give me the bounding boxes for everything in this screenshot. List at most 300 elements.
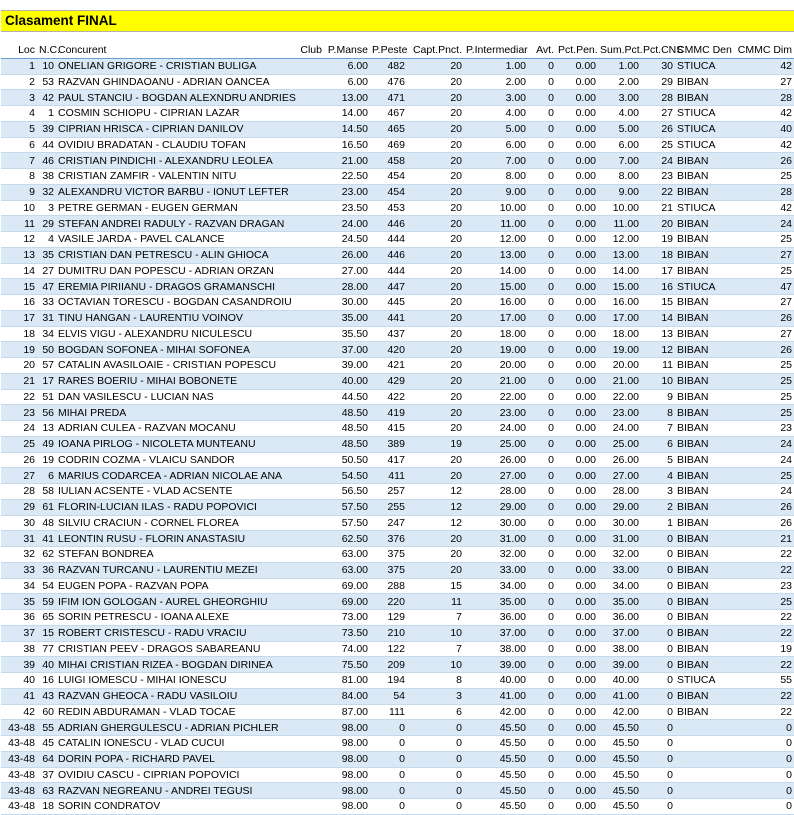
cell-sum-pct: 4.00: [598, 106, 641, 122]
cell-pct-cns: 7: [641, 421, 675, 437]
cell-pct-pen: 0.00: [556, 736, 598, 752]
cell-concurent: PETRE GERMAN - EUGEN GERMAN: [56, 200, 293, 216]
cell-pct-cns: 6: [641, 436, 675, 452]
table-row: [1, 373, 794, 389]
cell-p-manse: 50.50: [324, 452, 370, 468]
cell-concurent: IULIAN ACSENTE - VLAD ACSENTE: [56, 484, 293, 500]
cell-cmmc-dim: 23: [733, 578, 794, 594]
cell-capt-pnct: 20: [407, 342, 464, 358]
cell-pct-cns: 0: [641, 610, 675, 626]
cell-nc: 41: [37, 531, 56, 547]
cell-club: [293, 247, 324, 263]
cell-loc: 36: [1, 610, 37, 626]
cell-p-peste: 444: [370, 263, 407, 279]
cell-sum-pct: 41.00: [598, 688, 641, 704]
cell-avt: 0: [528, 279, 556, 295]
cell-p-intermediar: 13.00: [464, 247, 528, 263]
cell-concurent: ROBERT CRISTESCU - RADU VRACIU: [56, 625, 293, 641]
cell-club: [293, 295, 324, 311]
cell-cmmc-dim: 23: [733, 421, 794, 437]
cell-p-manse: 30.00: [324, 295, 370, 311]
page-title: Clasament FINAL: [5, 13, 117, 28]
cell-p-manse: 62.50: [324, 531, 370, 547]
cell-avt: 0: [528, 200, 556, 216]
cell-sum-pct: 27.00: [598, 468, 641, 484]
cell-pct-pen: 0.00: [556, 405, 598, 421]
cell-sum-pct: 34.00: [598, 578, 641, 594]
cell-concurent: RARES BOERIU - MIHAI BOBONETE: [56, 373, 293, 389]
cell-nc: 51: [37, 389, 56, 405]
cell-sum-pct: 32.00: [598, 547, 641, 563]
cell-capt-pnct: 20: [407, 153, 464, 169]
cell-avt: 0: [528, 90, 556, 106]
cell-p-peste: 247: [370, 515, 407, 531]
cell-loc: 7: [1, 153, 37, 169]
cell-p-peste: 465: [370, 121, 407, 137]
cell-p-intermediar: 11.00: [464, 216, 528, 232]
cell-club: [293, 625, 324, 641]
table-row: [1, 751, 794, 767]
cell-p-peste: 458: [370, 153, 407, 169]
cell-p-manse: 35.50: [324, 326, 370, 342]
cell-cmmc-dim: 26: [733, 342, 794, 358]
cell-nc: 10: [37, 58, 56, 74]
cell-loc: 21: [1, 373, 37, 389]
cell-concurent: MIHAI PREDA: [56, 405, 293, 421]
cell-pct-pen: 0.00: [556, 468, 598, 484]
cell-cmmc-den: BIBAN: [675, 421, 733, 437]
cell-cmmc-dim: 26: [733, 515, 794, 531]
cell-club: [293, 232, 324, 248]
cell-p-peste: 255: [370, 499, 407, 515]
cell-capt-pnct: 20: [407, 169, 464, 185]
cell-loc: 43-48: [1, 767, 37, 783]
cell-sum-pct: 30.00: [598, 515, 641, 531]
cell-concurent: SILVIU CRACIUN - CORNEL FLOREA: [56, 515, 293, 531]
cell-loc: 13: [1, 247, 37, 263]
cell-p-intermediar: 31.00: [464, 531, 528, 547]
cell-p-intermediar: 45.50: [464, 751, 528, 767]
table-row: [1, 247, 794, 263]
cell-p-manse: 23.50: [324, 200, 370, 216]
cell-p-peste: 453: [370, 200, 407, 216]
cell-avt: 0: [528, 106, 556, 122]
cell-p-intermediar: 26.00: [464, 452, 528, 468]
cell-p-peste: 482: [370, 58, 407, 74]
cell-p-peste: 429: [370, 373, 407, 389]
cell-cmmc-dim: 28: [733, 184, 794, 200]
cell-pct-cns: 0: [641, 783, 675, 799]
cell-pct-cns: 24: [641, 153, 675, 169]
cell-avt: 0: [528, 704, 556, 720]
cell-pct-pen: 0.00: [556, 421, 598, 437]
cell-club: [293, 751, 324, 767]
cell-avt: 0: [528, 310, 556, 326]
cell-sum-pct: 33.00: [598, 562, 641, 578]
col-header-p-intermediar: P.Intermediar: [466, 44, 528, 57]
cell-pct-pen: 0.00: [556, 531, 598, 547]
cell-cmmc-dim: 22: [733, 657, 794, 673]
cell-cmmc-den: BIBAN: [675, 452, 733, 468]
cell-concurent: STEFAN ANDREI RADULY - RAZVAN DRAGAN: [56, 216, 293, 232]
cell-pct-cns: 0: [641, 799, 675, 815]
cell-concurent: ONELIAN GRIGORE - CRISTIAN BULIGA: [56, 58, 293, 74]
cell-avt: 0: [528, 736, 556, 752]
cell-nc: 53: [37, 74, 56, 90]
cell-p-intermediar: 22.00: [464, 389, 528, 405]
cell-cmmc-den: [675, 799, 733, 815]
cell-club: [293, 342, 324, 358]
cell-p-manse: 24.00: [324, 216, 370, 232]
cell-p-manse: 21.00: [324, 153, 370, 169]
cell-capt-pnct: 20: [407, 468, 464, 484]
cell-avt: 0: [528, 295, 556, 311]
cell-avt: 0: [528, 137, 556, 153]
cell-nc: 38: [37, 169, 56, 185]
cell-pct-pen: 0.00: [556, 153, 598, 169]
cell-pct-cns: 0: [641, 751, 675, 767]
cell-cmmc-den: BIBAN: [675, 310, 733, 326]
cell-p-peste: 447: [370, 279, 407, 295]
cell-sum-pct: 39.00: [598, 657, 641, 673]
table-row: [1, 121, 794, 137]
cell-nc: 4: [37, 232, 56, 248]
cell-pct-pen: 0.00: [556, 641, 598, 657]
cell-capt-pnct: 6: [407, 704, 464, 720]
cell-nc: 64: [37, 751, 56, 767]
cell-pct-cns: 8: [641, 405, 675, 421]
col-header-concurent: Concurent: [56, 43, 293, 58]
cell-cmmc-dim: 24: [733, 216, 794, 232]
cell-pct-cns: 0: [641, 531, 675, 547]
cell-p-peste: 376: [370, 531, 407, 547]
cell-nc: 36: [37, 562, 56, 578]
cell-cmmc-den: BIBAN: [675, 641, 733, 657]
cell-pct-pen: 0.00: [556, 200, 598, 216]
cell-nc: 63: [37, 783, 56, 799]
cell-concurent: RAZVAN NEGREANU - ANDREI TEGUSI: [56, 783, 293, 799]
cell-pct-pen: 0.00: [556, 515, 598, 531]
cell-capt-pnct: 0: [407, 751, 464, 767]
cell-cmmc-den: STIUCA: [675, 58, 733, 74]
cell-cmmc-den: [675, 751, 733, 767]
cell-pct-cns: 20: [641, 216, 675, 232]
cell-avt: 0: [528, 326, 556, 342]
cell-pct-pen: 0.00: [556, 358, 598, 374]
cell-p-intermediar: 9.00: [464, 184, 528, 200]
cell-p-peste: 0: [370, 783, 407, 799]
cell-cmmc-dim: 0: [733, 720, 794, 736]
cell-p-intermediar: 25.00: [464, 436, 528, 452]
cell-sum-pct: 21.00: [598, 373, 641, 389]
cell-p-intermediar: 1.00: [464, 58, 528, 74]
cell-p-peste: 422: [370, 389, 407, 405]
cell-cmmc-dim: 0: [733, 751, 794, 767]
cell-avt: 0: [528, 578, 556, 594]
cell-cmmc-dim: 25: [733, 169, 794, 185]
cell-nc: 37: [37, 767, 56, 783]
cell-p-intermediar: 14.00: [464, 263, 528, 279]
cell-club: [293, 531, 324, 547]
cell-p-intermediar: 37.00: [464, 625, 528, 641]
cell-avt: 0: [528, 153, 556, 169]
cell-pct-pen: 0.00: [556, 326, 598, 342]
cell-cmmc-den: BIBAN: [675, 358, 733, 374]
cell-nc: 50: [37, 342, 56, 358]
cell-cmmc-den: BIBAN: [675, 625, 733, 641]
cell-cmmc-dim: 25: [733, 405, 794, 421]
cell-p-intermediar: 2.00: [464, 74, 528, 90]
cell-p-peste: 421: [370, 358, 407, 374]
cell-concurent: VASILE JARDA - PAVEL CALANCE: [56, 232, 293, 248]
table-row: [1, 421, 794, 437]
cell-p-intermediar: 34.00: [464, 578, 528, 594]
cell-club: [293, 389, 324, 405]
cell-cmmc-den: BIBAN: [675, 657, 733, 673]
table-row: [1, 310, 794, 326]
cell-p-intermediar: 45.50: [464, 799, 528, 815]
cell-nc: 77: [37, 641, 56, 657]
cell-p-intermediar: 45.50: [464, 767, 528, 783]
cell-nc: 58: [37, 484, 56, 500]
cell-pct-cns: 2: [641, 499, 675, 515]
cell-p-intermediar: 35.00: [464, 594, 528, 610]
cell-avt: 0: [528, 169, 556, 185]
cell-cmmc-den: BIBAN: [675, 295, 733, 311]
cell-p-intermediar: 7.00: [464, 153, 528, 169]
cell-p-manse: 57.50: [324, 499, 370, 515]
cell-cmmc-dim: 28: [733, 90, 794, 106]
cell-avt: 0: [528, 625, 556, 641]
cell-loc: 6: [1, 137, 37, 153]
cell-nc: 1: [37, 106, 56, 122]
cell-nc: 48: [37, 515, 56, 531]
cell-p-manse: 74.00: [324, 641, 370, 657]
table-row: [1, 673, 794, 689]
cell-capt-pnct: 20: [407, 405, 464, 421]
col-header-cmmc-den: CMMC Den: [677, 44, 732, 57]
table-row: [1, 641, 794, 657]
cell-avt: 0: [528, 263, 556, 279]
cell-p-peste: 257: [370, 484, 407, 500]
cell-loc: 31: [1, 531, 37, 547]
cell-pct-cns: 0: [641, 625, 675, 641]
cell-p-intermediar: 8.00: [464, 169, 528, 185]
cell-cmmc-den: BIBAN: [675, 610, 733, 626]
cell-avt: 0: [528, 121, 556, 137]
cell-cmmc-den: BIBAN: [675, 515, 733, 531]
cell-avt: 0: [528, 405, 556, 421]
cell-cmmc-den: BIBAN: [675, 531, 733, 547]
cell-cmmc-den: BIBAN: [675, 704, 733, 720]
cell-club: [293, 688, 324, 704]
table-row: [1, 58, 794, 74]
cell-cmmc-den: BIBAN: [675, 326, 733, 342]
cell-concurent: CRISTIAN ZAMFIR - VALENTIN NITU: [56, 169, 293, 185]
cell-sum-pct: 2.00: [598, 74, 641, 90]
cell-nc: 56: [37, 405, 56, 421]
cell-pct-cns: 0: [641, 641, 675, 657]
cell-capt-pnct: 20: [407, 232, 464, 248]
cell-club: [293, 310, 324, 326]
cell-p-intermediar: 45.50: [464, 736, 528, 752]
cell-pct-cns: 0: [641, 673, 675, 689]
cell-p-manse: 73.50: [324, 625, 370, 641]
cell-cmmc-dim: 22: [733, 547, 794, 563]
cell-avt: 0: [528, 74, 556, 90]
cell-pct-pen: 0.00: [556, 452, 598, 468]
cell-sum-pct: 36.00: [598, 610, 641, 626]
cell-cmmc-den: BIBAN: [675, 499, 733, 515]
cell-pct-cns: 11: [641, 358, 675, 374]
results-table: [1, 43, 794, 815]
cell-loc: 39: [1, 657, 37, 673]
cell-sum-pct: 6.00: [598, 137, 641, 153]
cell-club: [293, 562, 324, 578]
cell-concurent: LEONTIN RUSU - FLORIN ANASTASIU: [56, 531, 293, 547]
cell-cmmc-dim: 0: [733, 736, 794, 752]
cell-cmmc-dim: 47: [733, 279, 794, 295]
cell-loc: 1: [1, 58, 37, 74]
cell-club: [293, 799, 324, 815]
cell-pct-cns: 0: [641, 688, 675, 704]
cell-concurent: OVIDIU BRADATAN - CLAUDIU TOFAN: [56, 137, 293, 153]
cell-p-intermediar: 33.00: [464, 562, 528, 578]
cell-avt: 0: [528, 342, 556, 358]
cell-capt-pnct: 20: [407, 106, 464, 122]
cell-cmmc-dim: 24: [733, 484, 794, 500]
cell-sum-pct: 1.00: [598, 58, 641, 74]
cell-avt: 0: [528, 421, 556, 437]
cell-sum-pct: 28.00: [598, 484, 641, 500]
cell-p-peste: 122: [370, 641, 407, 657]
cell-p-intermediar: 20.00: [464, 358, 528, 374]
cell-club: [293, 594, 324, 610]
cell-concurent: SORIN CONDRATOV: [56, 799, 293, 815]
cell-p-intermediar: 45.50: [464, 783, 528, 799]
cell-loc: 37: [1, 625, 37, 641]
table-row: [1, 326, 794, 342]
table-row: [1, 279, 794, 295]
cell-concurent: CATALIN IONESCU - VLAD CUCUI: [56, 736, 293, 752]
cell-p-intermediar: 23.00: [464, 405, 528, 421]
cell-loc: 42: [1, 704, 37, 720]
cell-p-intermediar: 21.00: [464, 373, 528, 389]
cell-sum-pct: 22.00: [598, 389, 641, 405]
cell-avt: 0: [528, 767, 556, 783]
cell-pct-cns: 16: [641, 279, 675, 295]
table-row: [1, 200, 794, 216]
cell-cmmc-den: BIBAN: [675, 373, 733, 389]
cell-club: [293, 657, 324, 673]
cell-sum-pct: 40.00: [598, 673, 641, 689]
cell-p-intermediar: 19.00: [464, 342, 528, 358]
cell-avt: 0: [528, 247, 556, 263]
cell-concurent: FLORIN-LUCIAN ILAS - RADU POPOVICI: [56, 499, 293, 515]
cell-pct-pen: 0.00: [556, 137, 598, 153]
table-row: [1, 295, 794, 311]
cell-cmmc-dim: 0: [733, 767, 794, 783]
cell-pct-pen: 0.00: [556, 499, 598, 515]
cell-sum-pct: 15.00: [598, 279, 641, 295]
table-row: [1, 389, 794, 405]
cell-pct-cns: 0: [641, 720, 675, 736]
cell-pct-pen: 0.00: [556, 184, 598, 200]
cell-cmmc-dim: 25: [733, 358, 794, 374]
cell-club: [293, 153, 324, 169]
table-row: [1, 736, 794, 752]
cell-concurent: RAZVAN GHEOCA - RADU VASILOIU: [56, 688, 293, 704]
cell-loc: 12: [1, 232, 37, 248]
cell-pct-cns: 14: [641, 310, 675, 326]
cell-capt-pnct: 20: [407, 216, 464, 232]
cell-loc: 43-48: [1, 783, 37, 799]
cell-club: [293, 358, 324, 374]
cell-club: [293, 547, 324, 563]
cell-p-intermediar: 3.00: [464, 90, 528, 106]
cell-cmmc-dim: 19: [733, 641, 794, 657]
cell-p-peste: 129: [370, 610, 407, 626]
table-row: [1, 704, 794, 720]
table-row: [1, 657, 794, 673]
cell-pct-pen: 0.00: [556, 169, 598, 185]
cell-loc: 14: [1, 263, 37, 279]
cell-pct-pen: 0.00: [556, 74, 598, 90]
header-row: [1, 43, 794, 58]
cell-loc: 32: [1, 547, 37, 563]
cell-p-manse: 44.50: [324, 389, 370, 405]
cell-nc: 65: [37, 610, 56, 626]
cell-p-peste: 411: [370, 468, 407, 484]
table-row: [1, 799, 794, 815]
cell-capt-pnct: 20: [407, 358, 464, 374]
cell-p-manse: 57.50: [324, 515, 370, 531]
cell-p-intermediar: 4.00: [464, 106, 528, 122]
cell-avt: 0: [528, 610, 556, 626]
cell-cmmc-den: BIBAN: [675, 468, 733, 484]
cell-loc: 3: [1, 90, 37, 106]
cell-sum-pct: 24.00: [598, 421, 641, 437]
cell-avt: 0: [528, 58, 556, 74]
cell-avt: 0: [528, 783, 556, 799]
cell-nc: 32: [37, 184, 56, 200]
cell-p-peste: 220: [370, 594, 407, 610]
cell-avt: 0: [528, 216, 556, 232]
cell-avt: 0: [528, 389, 556, 405]
cell-p-intermediar: 30.00: [464, 515, 528, 531]
cell-concurent: CRISTIAN PEEV - DRAGOS SABAREANU: [56, 641, 293, 657]
cell-pct-pen: 0.00: [556, 657, 598, 673]
cell-capt-pnct: 12: [407, 499, 464, 515]
cell-sum-pct: 17.00: [598, 310, 641, 326]
cell-capt-pnct: 15: [407, 578, 464, 594]
cell-club: [293, 137, 324, 153]
cell-cmmc-den: [675, 767, 733, 783]
cell-pct-pen: 0.00: [556, 578, 598, 594]
cell-capt-pnct: 20: [407, 547, 464, 563]
cell-cmmc-den: BIBAN: [675, 405, 733, 421]
table-row: [1, 74, 794, 90]
cell-p-manse: 27.00: [324, 263, 370, 279]
cell-pct-cns: 26: [641, 121, 675, 137]
cell-concurent: EUGEN POPA - RAZVAN POPA: [56, 578, 293, 594]
cell-sum-pct: 18.00: [598, 326, 641, 342]
cell-p-peste: 375: [370, 562, 407, 578]
table-row: [1, 783, 794, 799]
cell-capt-pnct: 20: [407, 137, 464, 153]
cell-p-peste: 441: [370, 310, 407, 326]
cell-loc: 40: [1, 673, 37, 689]
